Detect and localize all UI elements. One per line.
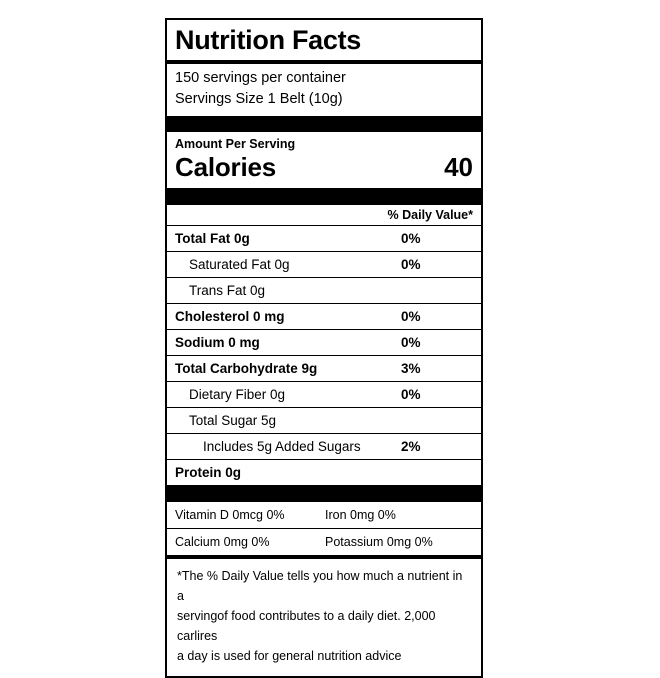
nutrient-row-dietary-fiber bbox=[167, 381, 481, 407]
divider-bar-thick-vitamins bbox=[167, 485, 481, 502]
nutrient-dv: 0% bbox=[401, 257, 421, 273]
nutrient-name: Cholesterol 0 mg bbox=[175, 309, 285, 325]
nutrient-row-saturated-fat bbox=[167, 251, 481, 277]
serving-size: Servings Size 1 Belt (10g) bbox=[175, 91, 343, 108]
divider-bar-thick-calories bbox=[167, 188, 481, 205]
vitamin-row-1 bbox=[167, 502, 481, 528]
iron-value: Iron 0mg 0% bbox=[325, 508, 396, 523]
daily-value-header: % Daily Value* bbox=[387, 208, 473, 223]
nutrient-name: Total Sugar 5g bbox=[189, 413, 277, 429]
nutrient-row-total-carbohydrate bbox=[167, 355, 481, 381]
footnote-line-2: servingof food contributes to a daily diet. 2,000 carlires bbox=[177, 609, 436, 644]
nutrient-name: Total Fat 0g bbox=[175, 231, 250, 247]
calories-value: 40 bbox=[444, 152, 473, 183]
nutrient-row-total-sugar bbox=[167, 407, 481, 433]
nutrient-row-added-sugars bbox=[167, 433, 481, 459]
nutrient-dv: 0% bbox=[401, 231, 421, 247]
footnote bbox=[167, 555, 481, 676]
footnote-line-3: a day is used for general nutrition advice bbox=[177, 649, 402, 664]
servings-per-container: 150 servings per container bbox=[175, 70, 346, 87]
divider-bar-thick-top bbox=[167, 116, 481, 132]
amount-per-serving-label: Amount Per Serving bbox=[175, 137, 296, 152]
page-title: Nutrition Facts bbox=[175, 25, 362, 55]
nutrient-dv: 2% bbox=[401, 439, 421, 455]
nutrient-name: Dietary Fiber 0g bbox=[189, 387, 286, 403]
nutrient-dv: 3% bbox=[401, 361, 421, 377]
nutrient-dv: 0% bbox=[401, 387, 421, 403]
footnote-line-1: *The % Daily Value tells you how much a nutrient in a bbox=[177, 569, 463, 604]
nutrient-row-trans-fat bbox=[167, 277, 481, 303]
nutrient-name: Trans Fat 0g bbox=[189, 283, 266, 299]
nutrient-name: Sodium 0 mg bbox=[175, 335, 260, 351]
nutrient-dv: 0% bbox=[401, 309, 421, 325]
vitamin-row-2 bbox=[167, 528, 481, 555]
potassium-value: Potassium 0mg 0% bbox=[325, 535, 433, 550]
nutrient-row-sodium bbox=[167, 329, 481, 355]
nutrient-dv: 0% bbox=[401, 335, 421, 351]
nutrient-row-protein bbox=[167, 459, 481, 485]
nutrient-name: Protein 0g bbox=[175, 465, 242, 481]
nutrition-facts-label bbox=[165, 18, 483, 678]
serving-info bbox=[167, 64, 481, 116]
nutrient-name: Total Carbohydrate 9g bbox=[175, 361, 318, 377]
nutrient-row-cholesterol bbox=[167, 303, 481, 329]
calcium-value: Calcium 0mg 0% bbox=[175, 535, 270, 550]
nutrient-row-total-fat bbox=[167, 225, 481, 251]
nutrient-name: Includes 5g Added Sugars bbox=[203, 439, 361, 455]
nutrient-name: Saturated Fat 0g bbox=[189, 257, 290, 273]
calories-label: Calories bbox=[175, 152, 277, 183]
vitamin-d-value: Vitamin D 0mcg 0% bbox=[175, 508, 285, 523]
calories-row bbox=[167, 152, 481, 188]
